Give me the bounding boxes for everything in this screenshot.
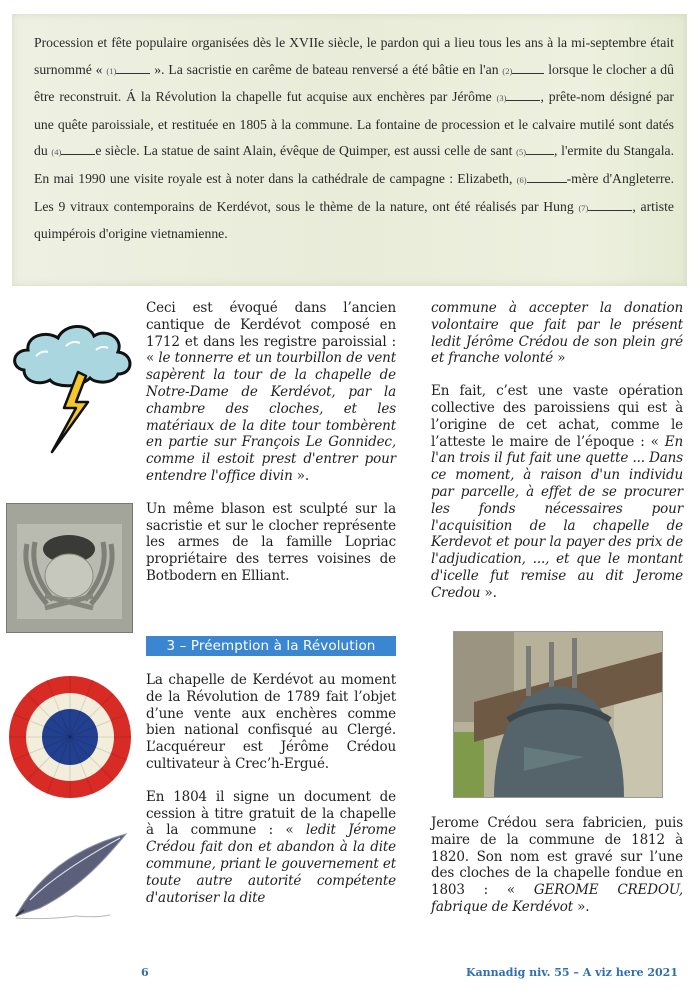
text: ». xyxy=(292,467,310,484)
text: En fait, c’est une vaste opération collective des paroissiens qui est à l’origine de cet achat, comme le l’atteste le maire de l’époque : « xyxy=(431,383,683,450)
page-number: 6 xyxy=(141,966,149,979)
blank-4 xyxy=(61,144,95,155)
clipping-segment: , prête-nom désigné par une quête paroissiale, et restituée en 1805 à la commune. La fontaine de procession et le calvaire mutilé sont datés du xyxy=(34,89,674,159)
text: » xyxy=(553,350,566,367)
section-heading: 3 – Préemption à la Révolution xyxy=(146,636,396,656)
blank-6 xyxy=(527,172,567,183)
paragraph-operation xyxy=(431,383,683,601)
paragraph-revolution: La chapelle de Kerdévot au moment de la Révolution de 1789 fait l’objet d’une vente aux enchères comme bien national confisqué au Clergé. L’acquéreur est Jérôme Crédou cultivateur à Crec’h-Ergué. xyxy=(146,672,396,772)
clipping-segment: -mère d'Angleterre. Les 9 vitraux contemporains de Kerdévot, sous le thème de la nature, ont été réalisés par Hung xyxy=(34,170,674,214)
text: ». xyxy=(480,584,497,601)
right-column-lower xyxy=(431,815,683,930)
clipping-segment: , artiste quimpérois d'origine vietnamienne. xyxy=(34,198,674,242)
quote: ledit Jérome Crédou fait don et abandon à la dite commune, priant le gouvernement et toute autre autorité compétente d'autoriser la dite xyxy=(146,822,396,906)
blank-number-3: (3) xyxy=(496,93,507,104)
blank-number-4: (4) xyxy=(51,147,62,158)
publication-footer: Kannadig niv. 55 – A viz here 2021 xyxy=(465,966,678,979)
quote: GEROME CREDOU, fabrique de Kerdévot xyxy=(431,882,683,915)
clipping-segment: e siècle. La statue de saint Alain, évêque de Quimper, est aussi celle de sant xyxy=(95,143,517,159)
text: Ceci est évoqué dans l’ancien cantique de Kerdévot composé en 1712 et dans les registre paroissial : « xyxy=(146,300,396,367)
blank-number-6: (6) xyxy=(516,174,527,185)
clipping-segment: lorsque le clocher a dû être reconstruit. Á la Révolution la chapelle fut acquise aux enchères par Jérôme xyxy=(34,61,674,105)
blank-number-5: (5) xyxy=(516,147,527,158)
paragraph-cession xyxy=(146,789,396,907)
paragraph-fabricien xyxy=(431,815,683,916)
paragraph-cantique xyxy=(146,300,396,485)
blank-number-2: (2) xyxy=(502,65,513,76)
clipping-text xyxy=(34,30,674,248)
blank-3 xyxy=(506,90,540,101)
carved-coat-of-arms-photo xyxy=(6,503,133,633)
left-column-lower xyxy=(146,672,396,920)
clipping-segment: ». La sacristie en carême de bateau renversé a été bâtie en l'an xyxy=(150,61,503,77)
storm-cloud-lightning-icon xyxy=(6,310,136,460)
blank-2 xyxy=(512,63,544,74)
church-bell-photo xyxy=(453,631,663,798)
blank-1 xyxy=(116,63,150,74)
text: En 1804 il signe un document de cession à titre gratuit de la chapelle à la commune : « xyxy=(146,788,396,839)
text: ». xyxy=(572,898,590,915)
paragraph-donation xyxy=(431,300,683,367)
paragraph-blason: Un même blason est sculpté sur la sacristie et sur le clocher représente les armes de la famille Lopriac propriétaire des terres voisines de Botbodern en Elliant. xyxy=(146,500,396,584)
clipping-segment: , l'ermite du Stangala. En mai 1990 une visite royale est à noter dans la cathédrale de campagne : Elizabeth, xyxy=(34,143,674,186)
text: Jerome Crédou sera fabricien, puis maire de la commune de 1812 à 1820. Son nom est gravé sur l’une des cloches de la chapelle fondue en 1803 : « xyxy=(431,815,683,899)
quote: En l'an trois il fut fait une quette ... Dans ce moment, à raison d'un individu par parcelle, à effet de se procurer les fonds nécessaires pour l'acquisition de la chapelle de Kerdevot et pour la payer des prix de l'adjudication, ..., et que le montant d'icelle fut remise au dit Jerome Credou xyxy=(431,433,683,601)
clipping-segment: Procession et fête populaire organisées dès le XVIIe siècle, le pardon qui a lieu tous les ans à la mi-septembre était surnommé « xyxy=(34,35,674,77)
blank-5 xyxy=(526,144,554,155)
blank-number-1: (1) xyxy=(106,65,117,76)
left-column xyxy=(146,300,396,599)
quill-feather-icon xyxy=(10,830,130,925)
blank-7 xyxy=(588,200,632,211)
blank-number-7: (7) xyxy=(578,202,589,213)
french-cockade-icon xyxy=(8,675,132,799)
quote: commune à accepter la donation volontaire que fait par le présent ledit Jérôme Crédou de son plein gré et franche volonté xyxy=(431,300,683,367)
quote: le tonnerre et un tourbillon de vent sapèrent la tour de la chapelle de Notre-Dame de Kerdévot, par la chambre des cloches, et les matériaux de la dite tour tombèrent en partie sur François Le Gonnidec, comme il estoit prest d'entrer pour entendre l'office divin xyxy=(146,350,396,484)
right-column xyxy=(431,300,683,616)
scanned-quiz-clipping xyxy=(12,14,687,286)
